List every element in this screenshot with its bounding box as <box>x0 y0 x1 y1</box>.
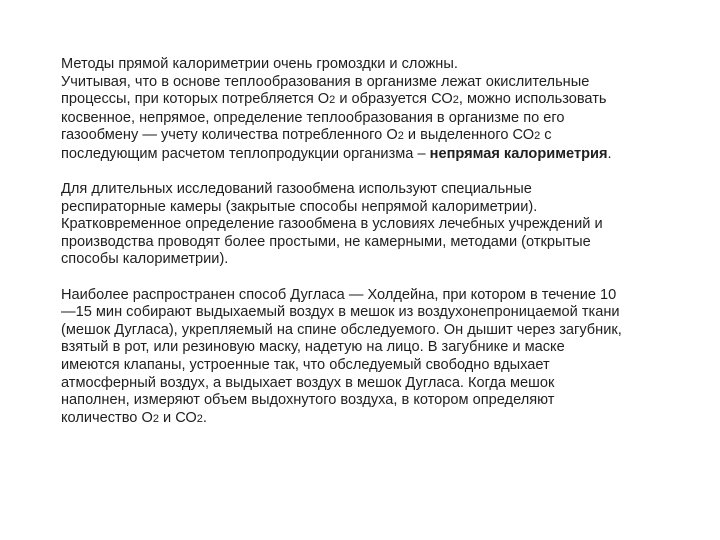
text-line: производства проводят более простыми, не камерными, методами (открытые <box>61 233 591 250</box>
subscript: 2 <box>534 130 541 143</box>
text-line: процессы, при которых потребляется О2 и образуется СО2, можно использовать <box>61 91 607 108</box>
text-line: Учитывая, что в основе теплообразования в организме лежат окислительные <box>61 73 590 90</box>
text-line: газообмену — учету количества потребленного О2 и выделенного СО2 с <box>61 127 552 144</box>
text-line: —15 мин собирают выдыхаемый воздух в мешок из воздухонепроницаемой ткани <box>61 304 620 321</box>
text-line: Наиболее распространен способ Дугласа — Холдейна, при котором в течение 10 <box>61 286 617 303</box>
subscript: 2 <box>196 412 203 425</box>
paragraph-respiratory-chambers <box>61 181 691 269</box>
subscript: 2 <box>452 94 459 107</box>
bold-term: непрямая калориметрия <box>429 145 608 162</box>
text-line: Методы прямой калориметрии очень громоздки и сложны. <box>61 56 458 72</box>
text-line: последующим расчетом теплопродукции организма – непрямая калориметрия. <box>61 145 612 162</box>
text-line: (мешок Дугласа), укрепляемый на спине обследуемого. Он дышит через загубник, <box>61 321 622 338</box>
paragraph-douglas-haldane <box>61 287 691 429</box>
text-line: наполнен, измеряют объем выдохнутого воздуха, в котором определяют <box>61 392 555 409</box>
text-line: способы калориметрии). <box>61 251 229 268</box>
text-line: респираторные камеры (закрытые способы непрямой калориметрии). <box>61 198 538 215</box>
paragraph-direct-calorimetry <box>61 56 691 164</box>
text-line: Для длительных исследований газообмена используют специальные <box>61 181 532 198</box>
text-line: косвенное, непрямое, определение теплообразования в организме по его <box>61 109 565 126</box>
text-line: количество О2 и СО2. <box>61 409 207 426</box>
text-line: имеются клапаны, устроенные так, что обследуемый свободно вдыхает <box>61 356 550 373</box>
subscript: 2 <box>152 412 159 425</box>
text-line: Кратковременное определение газообмена в условиях лечебных учреждений и <box>61 216 603 233</box>
subscript: 2 <box>397 130 404 143</box>
body-text <box>61 56 691 428</box>
text-line: взятый в рот, или резиновую маску, надетую на лицо. В загубнике и маске <box>61 339 565 356</box>
subscript: 2 <box>329 94 336 107</box>
text-line: атмосферный воздух, а выдыхает воздух в мешок Дугласа. Когда мешок <box>61 374 555 391</box>
